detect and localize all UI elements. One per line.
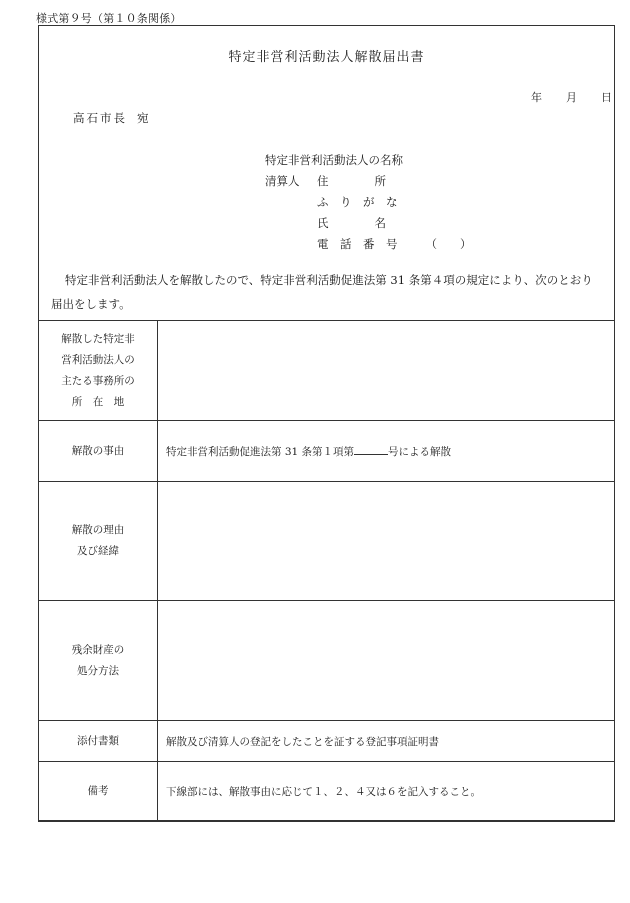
residual-assets-field[interactable] bbox=[158, 601, 615, 721]
name-row bbox=[265, 213, 472, 234]
item-number-blank[interactable] bbox=[354, 443, 388, 455]
phone-label: 電 話 番 号 bbox=[317, 237, 398, 251]
applicant-block bbox=[265, 150, 472, 255]
row-label bbox=[39, 421, 158, 482]
date-year: 年 bbox=[531, 91, 542, 104]
label-line: 添付書類 bbox=[77, 734, 119, 747]
label-line: 営利活動法人の bbox=[61, 353, 135, 366]
row-label bbox=[39, 721, 158, 762]
label-line: 解散の理由 bbox=[71, 524, 125, 536]
label-line: 及び経緯 bbox=[77, 545, 119, 557]
cause-text-before: 特定非営利活動促進法第 31 条第１項第 bbox=[166, 446, 355, 458]
table-row bbox=[39, 421, 615, 482]
liquidator-label: 清算人 bbox=[265, 174, 300, 188]
dissolution-cause-field bbox=[158, 421, 615, 482]
row-label bbox=[39, 321, 158, 421]
addressee-suffix: 宛 bbox=[137, 111, 151, 125]
furigana-label: ふ り が な bbox=[317, 195, 398, 209]
table-row bbox=[39, 482, 615, 601]
table-row bbox=[39, 762, 615, 822]
row-label bbox=[39, 762, 158, 822]
address-label: 住 所 bbox=[317, 174, 386, 188]
table-row bbox=[39, 721, 615, 762]
date-day: 日 bbox=[601, 91, 612, 104]
table-row bbox=[39, 601, 615, 721]
phone-paren: （ ） bbox=[425, 237, 472, 251]
remarks-value: 下線部には、解散事由に応じて１、２、４又は６を記入すること。 bbox=[158, 762, 615, 822]
form-sheet bbox=[38, 25, 615, 821]
label-line: 解散した特定非 bbox=[61, 332, 135, 345]
office-location-field[interactable] bbox=[158, 321, 615, 421]
furigana-row bbox=[265, 192, 472, 213]
document-title: 特定非営利活動法人解散届出書 bbox=[228, 50, 425, 65]
name-label: 氏 名 bbox=[317, 216, 386, 230]
label-line: 処分方法 bbox=[77, 664, 119, 677]
label-line: 残余財産の bbox=[71, 643, 125, 656]
row-label bbox=[39, 601, 158, 721]
label-line: 解散の事由 bbox=[71, 444, 125, 457]
date-line bbox=[531, 89, 612, 105]
org-name-label: 特定非営利活動法人の名称 bbox=[265, 153, 403, 167]
row-label bbox=[39, 482, 158, 601]
address-row bbox=[265, 171, 472, 192]
form-number: 様式第９号（第１０条関係） bbox=[36, 12, 182, 25]
addressee-name: 高石市長 bbox=[73, 111, 127, 125]
intro-text: 特定非営利活動法人を解散したので、特定非営利活動促進法第 31 条第４項の規定により、次のとおり届出をします。 bbox=[51, 273, 593, 311]
cause-text-after: 号による解散 bbox=[388, 446, 452, 458]
phone-row bbox=[265, 234, 472, 255]
table-row bbox=[39, 321, 615, 421]
detail-table bbox=[38, 320, 615, 822]
label-line: 主たる事務所の bbox=[61, 374, 135, 387]
date-month: 月 bbox=[566, 91, 577, 104]
label-line: 所 在 地 bbox=[71, 395, 125, 408]
reason-history-field[interactable] bbox=[158, 482, 615, 601]
attachments-value: 解散及び清算人の登記をしたことを証する登記事項証明書 bbox=[158, 721, 615, 762]
addressee bbox=[73, 110, 151, 126]
label-line: 備考 bbox=[87, 785, 109, 797]
org-name-row bbox=[265, 150, 472, 171]
